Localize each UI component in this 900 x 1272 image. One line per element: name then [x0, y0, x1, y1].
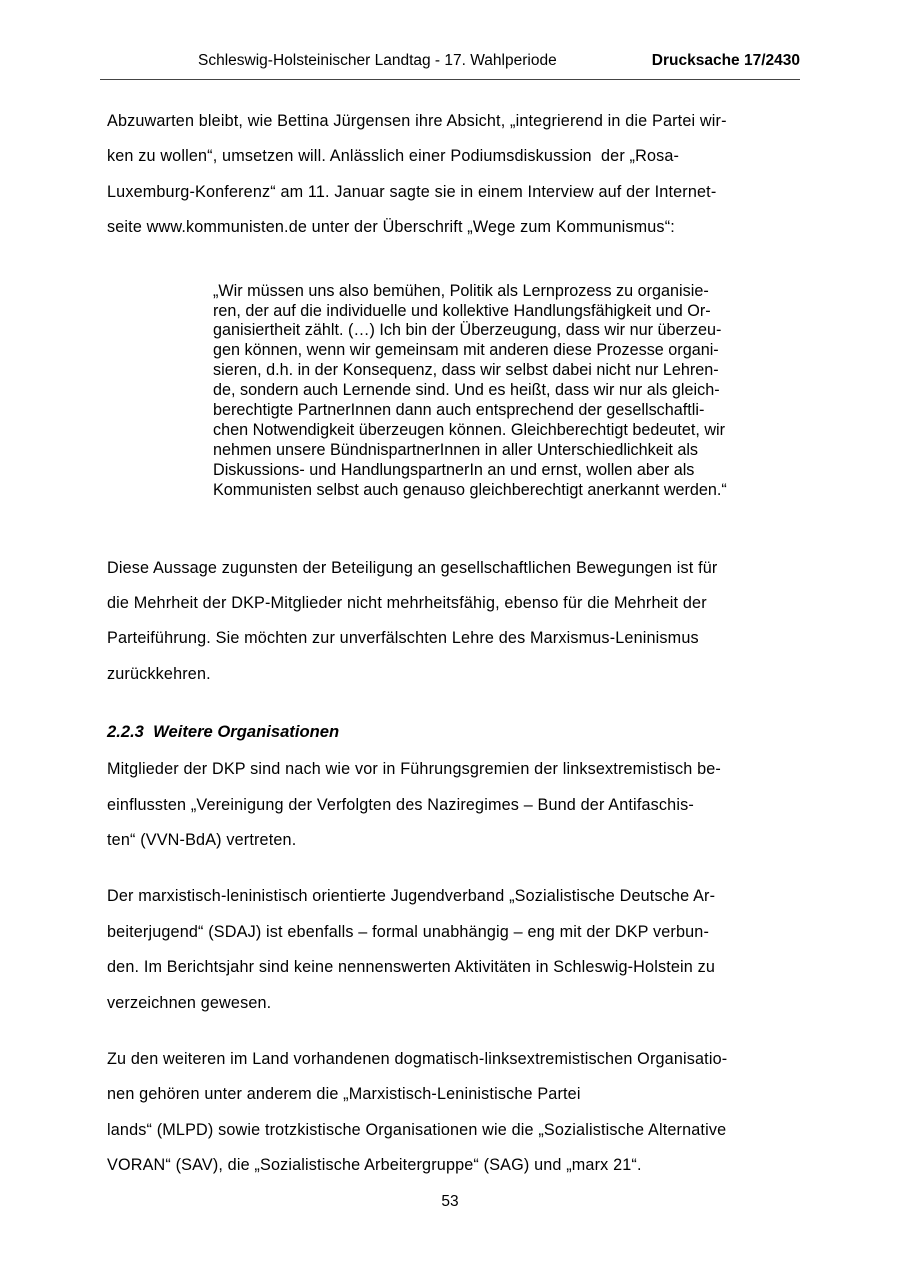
- quote-line: nehmen unsere BündnispartnerInnen in aller Unterschiedlichkeit als: [213, 440, 699, 459]
- paragraph-mitglieder-dkp: [107, 752, 793, 858]
- text-line: Mitglieder der DKP sind nach wie vor in Führungsgremien der linksextremistisch be-: [107, 760, 721, 779]
- page-body: [107, 104, 793, 1184]
- text-line: Abzuwarten bleibt, wie Bettina Jürgensen ihre Absicht, „integrierend in die Partei wir-: [107, 112, 727, 130]
- text-line: die Mehrheit der DKP-Mitglieder nicht mehrheitsfähig, ebenso für die Mehrheit der: [107, 594, 707, 612]
- spacer: [107, 745, 793, 752]
- text-line: Der marxistisch-leninistisch orientierte Jugendverband „Sozialistische Deutsche Ar-: [107, 887, 716, 906]
- quote-line: de, sondern auch Lernende sind. Und es heißt, dass wir nur als gleich-: [213, 381, 720, 400]
- quote-line: sieren, d.h. in der Konsequenz, dass wir selbst dabei nicht nur Lehren-: [213, 361, 719, 380]
- text-line: einflussten „Vereinigung der Verfolgten des Naziregimes – Bund der Antifaschis-: [107, 795, 694, 814]
- page-header: [100, 50, 800, 76]
- quote-line: Kommunisten selbst auch genauso gleichberechtigt anerkannt werden.“: [213, 480, 727, 499]
- spacer: [107, 246, 793, 282]
- spacer: [107, 501, 793, 551]
- spacer: [107, 1021, 793, 1042]
- text-line: lands“ (MLPD) sowie trotzkistische Organisationen wie die „Sozialistische Alternative: [107, 1120, 727, 1139]
- text-line: verzeichnen gewesen.: [107, 993, 272, 1012]
- spacer: [107, 858, 793, 879]
- text-line: beiterjugend“ (SDAJ) ist ebenfalls – formal unabhängig – eng mit der DKP verbun-: [107, 922, 710, 941]
- header-document-number: Drucksache 17/2430: [651, 52, 800, 69]
- text-line: seite www.kommunisten.de unter der Überschrift „Wege zum Kommunismus“:: [107, 218, 675, 237]
- text-line: nen gehören unter anderem die „Marxistisch-Leninistische Partei: [107, 1085, 581, 1104]
- quote-line: Diskussions- und HandlungspartnerIn an und ernst, wollen aber als: [213, 460, 695, 479]
- quote-line: ganisiertheit zählt. (…) Ich bin der Überzeugung, dass wir nur überzeu-: [213, 321, 722, 340]
- spacer: [107, 692, 793, 719]
- text-line: Zu den weiteren im Land vorhandenen dogmatisch-linksextremistischen Organisatio-: [107, 1050, 728, 1069]
- quote-line: berechtigte PartnerInnen dann auch entsprechend der gesellschaftli-: [213, 401, 705, 420]
- section-heading-2-2-3: 2.2.3 Weitere Organisationen: [107, 722, 340, 742]
- quote-line: „Wir müssen uns also bemühen, Politik als Lernprozess zu organisie-: [213, 281, 709, 300]
- block-quotation: [213, 282, 797, 501]
- text-line: Luxemburg-Konferenz“ am 11. Januar sagte sie in einem Interview auf der Internet-: [107, 182, 717, 201]
- paragraph-weitere-organisationen: [107, 1042, 793, 1184]
- paragraph-abzuwarten: [107, 104, 793, 246]
- text-line: VORAN“ (SAV), die „Sozialistische Arbeitergruppe“ (SAG) und „marx 21“.: [107, 1156, 642, 1175]
- text-line: Diese Aussage zugunsten der Beteiligung an gesellschaftlichen Bewegungen ist für: [107, 558, 718, 577]
- page-number: 53: [441, 1193, 459, 1210]
- quote-line: ren, der auf die individuelle und kollektive Handlungsfähigkeit und Or-: [213, 301, 711, 320]
- text-line: ken zu wollen“, umsetzen will. Anlässlich einer Podiumsdiskussion der „Rosa-: [107, 147, 680, 166]
- quote-line: chen Notwendigkeit überzeugen können. Gleichberechtigt bedeutet, wir: [213, 420, 726, 439]
- paragraph-sdaj: [107, 879, 793, 1021]
- text-line: zurückkehren.: [107, 664, 211, 683]
- quote-line: gen können, wenn wir gemeinsam mit anderen diese Prozesse organi-: [213, 341, 719, 360]
- header-title: Schleswig-Holsteinischer Landtag - 17. Wahlperiode: [198, 52, 557, 69]
- header-divider: [100, 79, 800, 80]
- paragraph-diese-aussage: [107, 551, 793, 693]
- text-line: den. Im Berichtsjahr sind keine nennenswerten Aktivitäten in Schleswig-Holstein zu: [107, 958, 716, 977]
- text-line: Parteiführung. Sie möchten zur unverfälschten Lehre des Marxismus-Leninismus: [107, 629, 699, 648]
- text-line: ten“ (VVN-BdA) vertreten.: [107, 831, 297, 850]
